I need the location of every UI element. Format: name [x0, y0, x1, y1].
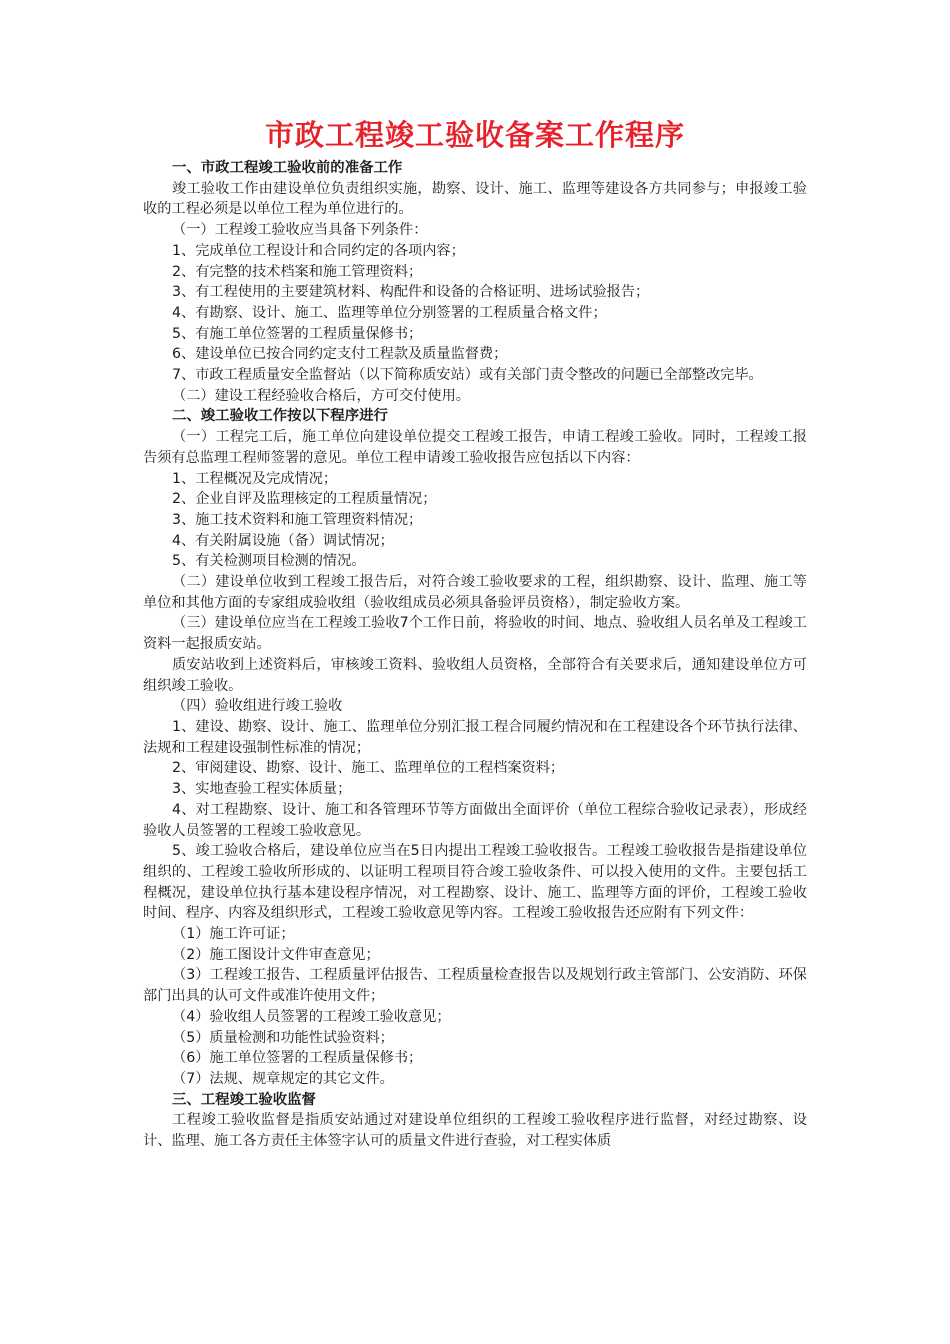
- paragraph: 5、有关检测项目检测的情况。: [172, 553, 366, 570]
- paragraph: （3）工程竣工报告、工程质量评估报告、工程质量检查报告以及规划行政主管部门、公安消防、环保部门出具的认可文件或准许使用文件；: [143, 967, 807, 1005]
- paragraph: 2、审阅建设、勘察、设计、施工、监理单位的工程档案资料；: [172, 760, 565, 777]
- paragraph: 4、有关附属设施（备）调试情况；: [172, 532, 394, 549]
- paragraph: 工程竣工验收监督是指质安站通过对建设单位组织的工程竣工验收程序进行监督，对经过勘察、设计、监理、施工各方责任主体签字认可的质量文件进行查验，对工程实体质: [143, 1112, 807, 1150]
- paragraph: 1、建设、勘察、设计、施工、监理单位分别汇报工程合同履约情况和在工程建设各个环节执行法律、法规和工程建设强制性标准的情况；: [143, 718, 807, 756]
- paragraph: （6）施工单位签署的工程质量保修书；: [172, 1050, 423, 1067]
- paragraph: 质安站收到上述资料后，审核竣工资料、验收组人员资格，全部符合有关要求后，通知建设单位方可组织竣工验收。: [143, 656, 807, 694]
- paragraph: （5）质量检测和功能性试验资料；: [172, 1029, 394, 1046]
- section-heading: 二、竣工验收工作按以下程序进行: [172, 408, 388, 425]
- paragraph: 2、企业自评及监理核定的工程质量情况；: [172, 491, 437, 508]
- paragraph: 竣工验收工作由建设单位负责组织实施，勘察、设计、施工、监理等建设各方共同参与；申报竣工验收的工程必须是以单位工程为单位进行的。: [143, 180, 807, 218]
- paragraph: （四）验收组进行竣工验收: [172, 698, 343, 715]
- paragraph: 4、有勘察、设计、施工、监理等单位分别签署的工程质量合格文件；: [172, 304, 607, 321]
- paragraph: 3、有工程使用的主要建筑材料、构配件和设备的合格证明、进场试验报告；: [172, 284, 650, 301]
- section-heading: 一、市政工程竣工验收前的准备工作: [172, 160, 403, 176]
- paragraph: （二）建设工程经验收合格后，方可交付使用。: [172, 387, 470, 404]
- paragraph: 4、对工程勘察、设计、施工和各管理环节等方面做出全面评价（单位工程综合验收记录表），形成经验收人员签署的工程竣工验收意见。: [143, 801, 807, 839]
- section-heading: 三、工程竣工验收监督: [172, 1091, 316, 1108]
- paragraph: 3、实地查验工程实体质量；: [172, 781, 352, 798]
- paragraph: 1、工程概况及完成情况；: [172, 470, 338, 487]
- paragraph: 1、完成单位工程设计和合同约定的各项内容；: [172, 242, 465, 259]
- paragraph: 5、竣工验收合格后，建设单位应当在5日内提出工程竣工验收报告。工程竣工验收报告是指建设单位组织的、工程竣工验收所形成的、以证明工程项目符合竣工验收条件、可以投入使用的文件。主要包括工程概况，建设单位执行基本建设程序情况，对工程勘察、设计、施工、监理等方面的评价，工程竣工验收时间、程序、内容及组织形式，工程竣工验收意见等内容。工程竣工验收报告还应附有下列文件：: [143, 843, 807, 922]
- document-body: [143, 158, 807, 1152]
- paragraph: 3、施工技术资料和施工管理资料情况；: [172, 511, 423, 528]
- document-title: 市政工程竣工验收备案工作程序: [264, 118, 685, 152]
- paragraph: （三）建设单位应当在工程竣工验收7个工作日前，将验收的时间、地点、验收组人员名单及工程竣工资料一起报质安站。: [143, 615, 807, 653]
- paragraph: 2、有完整的技术档案和施工管理资料；: [172, 263, 423, 280]
- document-page: [143, 112, 807, 1152]
- paragraph: （一）工程竣工验收应当具备下列条件：: [172, 222, 428, 239]
- paragraph: （2）施工图设计文件审查意见；: [172, 946, 380, 963]
- paragraph: 6、建设单位已按合同约定支付工程款及质量监督费；: [172, 346, 508, 363]
- paragraph: 5、有施工单位签署的工程质量保修书；: [172, 325, 423, 342]
- paragraph: （一）工程完工后，施工单位向建设单位提交工程竣工报告，申请工程竣工验收。同时，工程竣工报告须有总监理工程师签署的意见。单位工程申请竣工验收报告应包括以下内容：: [143, 429, 807, 466]
- paragraph: 7、市政工程质量安全监督站（以下简称质安站）或有关部门责令整改的问题已全部整改完毕。: [172, 367, 763, 384]
- paragraph: （1）施工许可证；: [172, 926, 295, 943]
- paragraph: （4）验收组人员签署的工程竣工验收意见；: [172, 1008, 451, 1025]
- paragraph: （7）法规、规章规定的其它文件。: [172, 1070, 394, 1087]
- paragraph: （二）建设单位收到工程竣工报告后，对符合竣工验收要求的工程，组织勘察、设计、监理、施工等单位和其他方面的专家组成验收组（验收组成员必须具备验评员资格），制定验收方案。: [143, 574, 807, 611]
